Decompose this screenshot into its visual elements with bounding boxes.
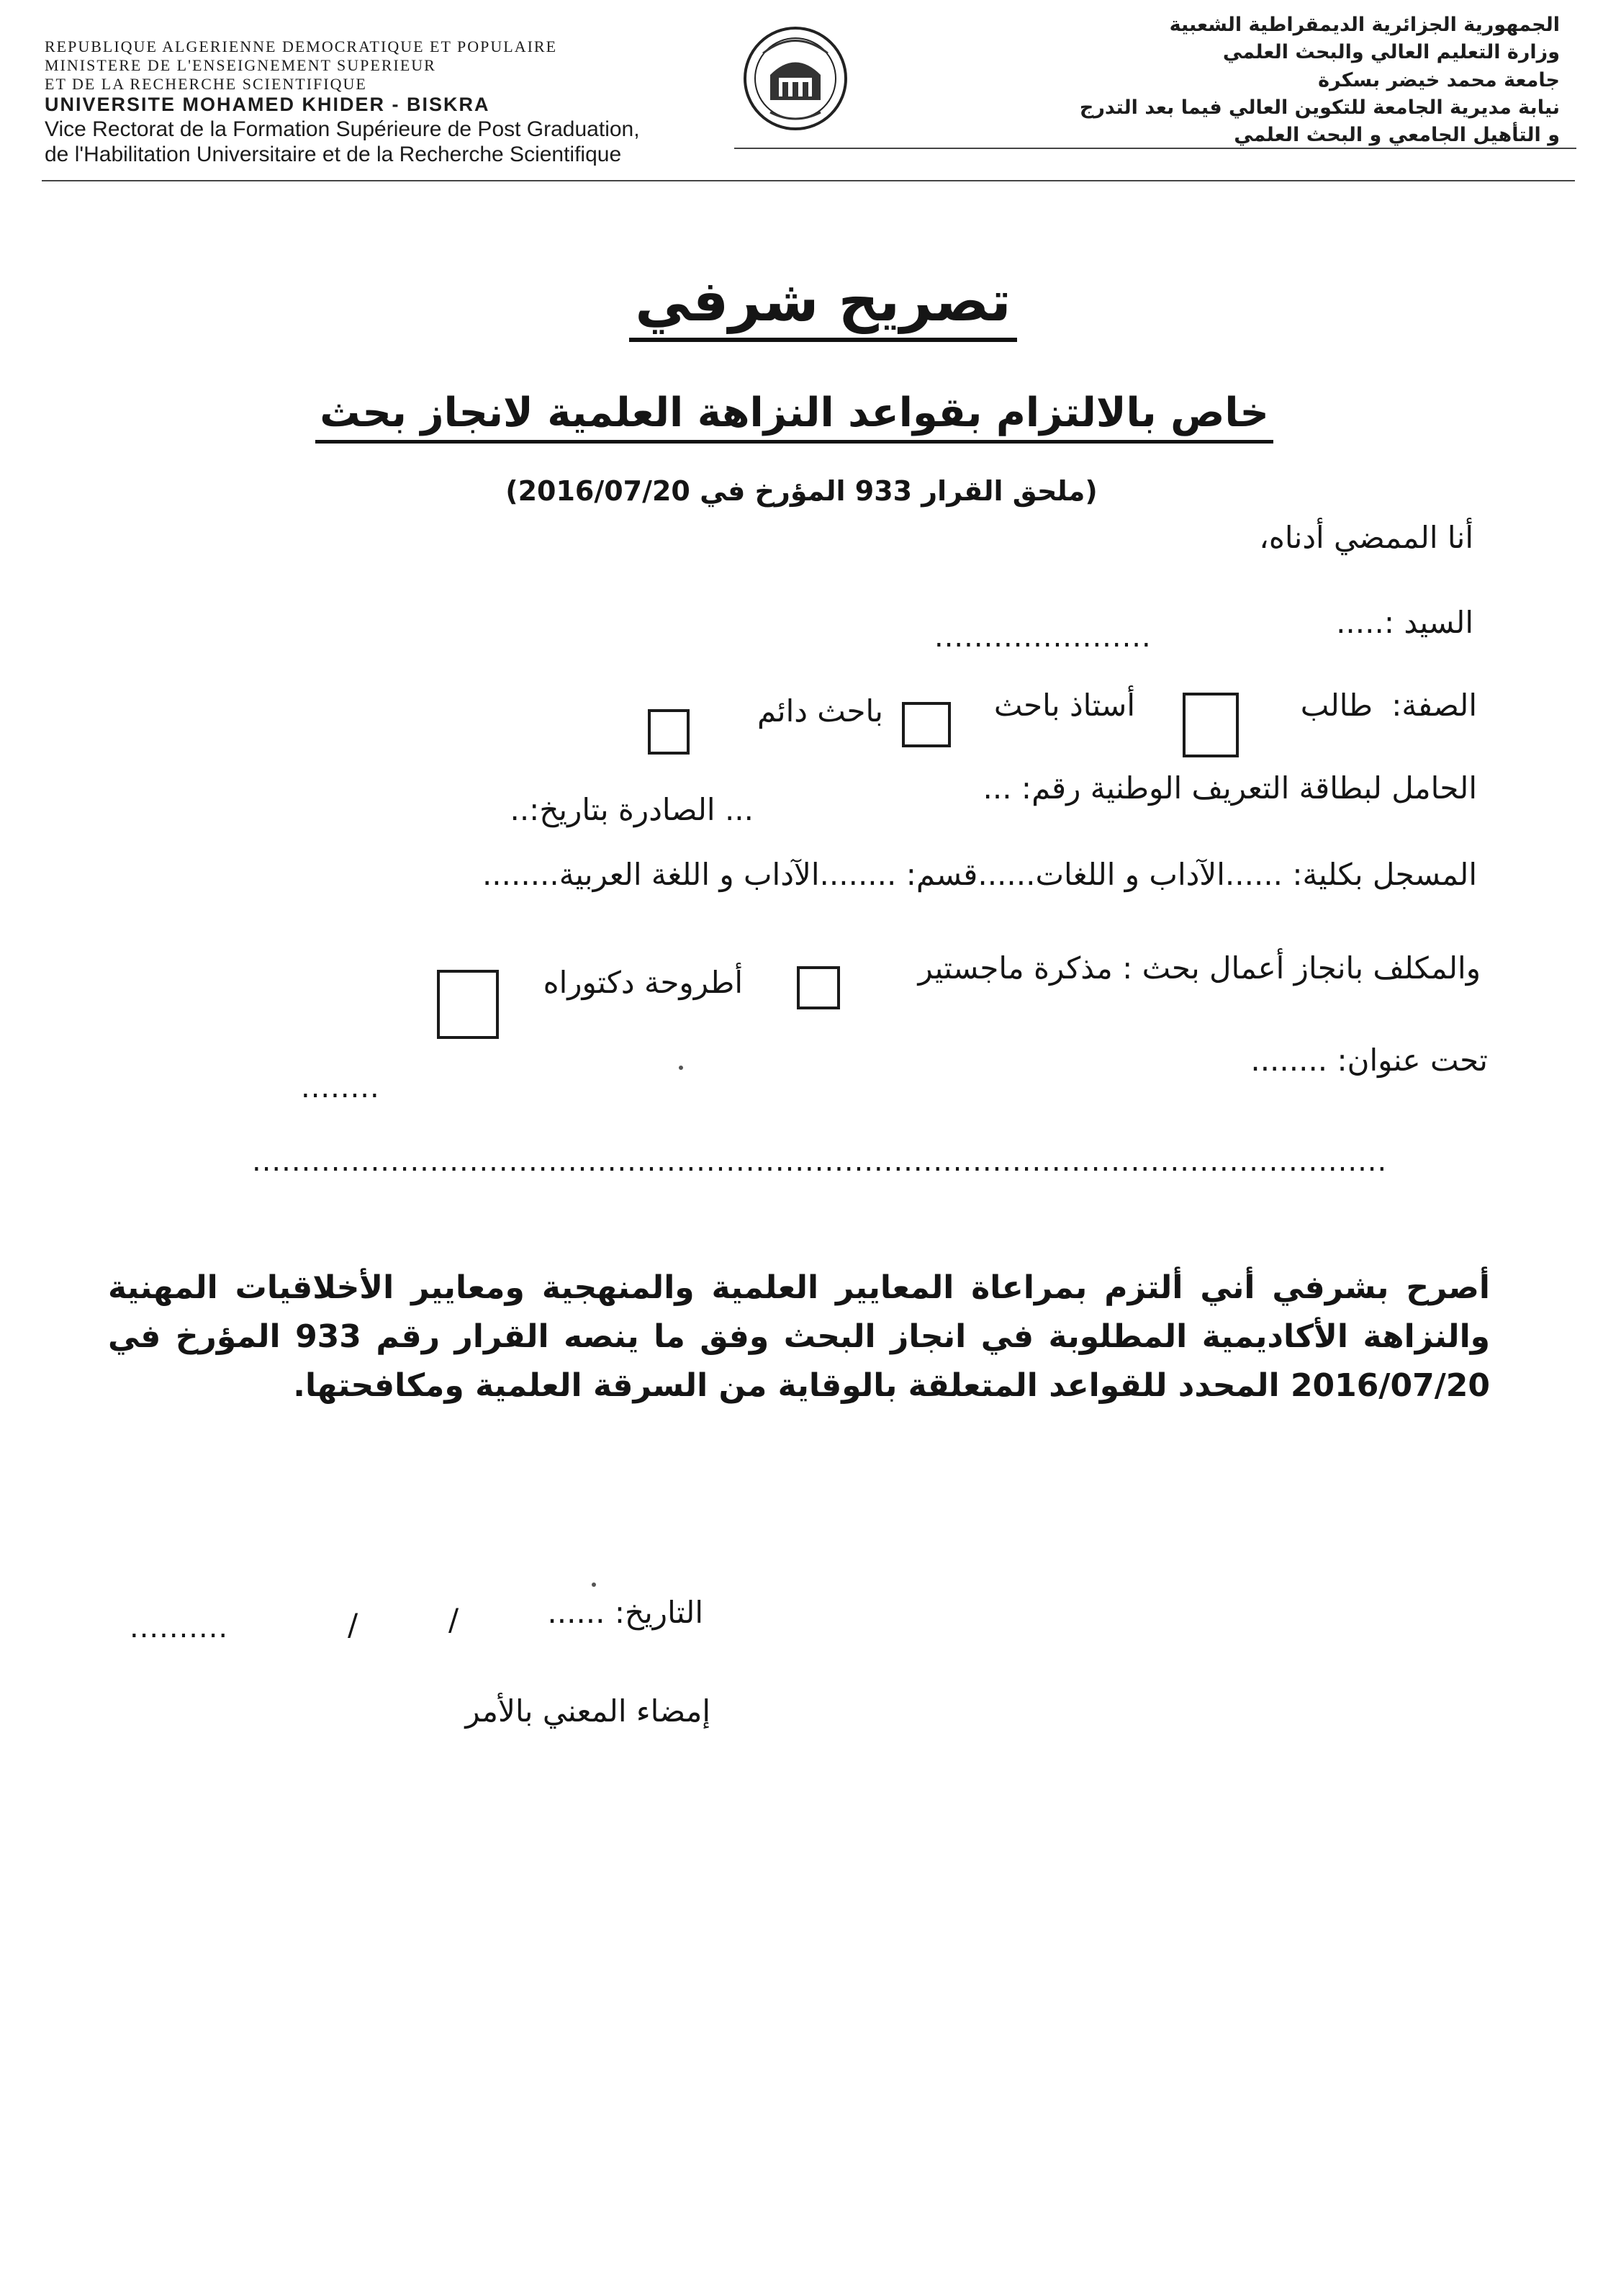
research-title-dots[interactable]: ........	[301, 1071, 380, 1104]
date-separator: /	[448, 1602, 459, 1637]
university-seal-icon	[741, 24, 849, 132]
decree-annex-reference: (ملحق القرار 933 المؤرخ في 2016/07/20)	[505, 475, 1098, 507]
arabic-header	[912, 12, 1560, 150]
arabic-header-line: جامعة محمد خيضر بسكرة	[1318, 68, 1560, 91]
header-divider	[42, 180, 1575, 181]
french-header-line: ET DE LA RECHERCHE SCIENTIFIQUE	[45, 74, 367, 93]
research-type-label: والمكلف بانجاز أعمال بحث : مذكرة ماجستير	[918, 950, 1481, 986]
vice-rectorat-line: de l'Habilitation Universitaire et de la Recherche Scientifique	[45, 143, 622, 167]
arabic-header-line: و التأهيل الجامعي و البحث العلمي	[1234, 124, 1560, 147]
capacity-researcher-checkbox[interactable]	[648, 709, 690, 755]
capacity-label: الصفة:	[1391, 688, 1477, 723]
issue-date-field: ... الصادرة بتاريخ:..	[510, 792, 754, 827]
research-title-dots-line[interactable]: ...................................................................................................................	[252, 1145, 1388, 1178]
arabic-header-line: وزارة التعليم العالي والبحث العلمي	[1222, 41, 1560, 64]
university-name: UNIVERSITE MOHAMED KHIDER - BISKRA	[45, 93, 490, 115]
french-header-line: MINISTERE DE L'ENSEIGNEMENT SUPERIEUR	[45, 55, 436, 74]
capacity-professor-checkbox[interactable]	[902, 702, 951, 747]
mister-field: السيد :.....	[1336, 605, 1473, 640]
master-thesis-checkbox[interactable]	[797, 966, 840, 1009]
scan-speck	[592, 1583, 596, 1587]
capacity-option-researcher-label: باحث دائم	[757, 693, 883, 729]
document-subtitle-text: خاص بالالتزام بقواعد النزاهة العلمية لانجاز بحث	[315, 389, 1273, 444]
french-header	[45, 37, 764, 168]
research-title-field: تحت عنوان: ........	[1250, 1043, 1488, 1078]
doctoral-thesis-checkbox[interactable]	[437, 970, 499, 1039]
date-separator: /	[348, 1607, 358, 1642]
doctoral-thesis-label: أطروحة دكتوراه	[543, 965, 743, 1000]
registration-field: المسجل بكلية: ......الآداب و اللغات......قسم: ........الآداب و اللغة العربية........	[482, 857, 1477, 892]
french-header-line: REPUBLIQUE ALGERIENNE DEMOCRATIQUE ET POPULAIRE	[45, 37, 558, 55]
national-id-field: الحامل لبطاقة التعريف الوطنية رقم: ...	[983, 770, 1477, 806]
mister-field-dots[interactable]: ......................	[934, 621, 1152, 654]
intro-line: أنا الممضي أدناه،	[1259, 520, 1473, 555]
arabic-header-line: نيابة مديرية الجامعة للتكوين العالي فيما بعد التدرج	[1079, 96, 1560, 119]
document-title	[0, 270, 1603, 342]
capacity-option-professor-label: أستاذ باحث	[993, 688, 1135, 723]
arabic-header-line: الجمهورية الجزائرية الديمقراطية الشعبية	[1169, 14, 1560, 36]
header-divider	[734, 148, 1576, 149]
honor-declaration-paragraph	[108, 1264, 1490, 1411]
vice-rectorat-line: Vice Rectorat de la Formation Supérieure de Post Graduation,	[45, 117, 640, 141]
scan-speck	[679, 1066, 683, 1070]
document-subtitle	[0, 389, 1603, 444]
signature-label: إمضاء المعني بالأمر	[465, 1693, 710, 1729]
date-year-dots[interactable]: ..........	[130, 1611, 229, 1644]
document-title-text: تصريح شرفي	[629, 270, 1017, 342]
capacity-student-checkbox[interactable]	[1183, 693, 1239, 757]
date-field: التاريخ: ......	[547, 1595, 703, 1630]
honor-declaration-text: أصرح بشرفي أني ألتزم بمراعاة المعايير العلمية والمنهجية ومعايير الأخلاقيات المهنية والنزاهة الأكاديمية المطلوبة في انجاز البحث وفق ما ينصه القرار رقم 933 المؤرخ في 2016/07/20 المحدد للقواعد المتعلقة بالوقاية من السرقة العلمية ومكافحتها.	[108, 1269, 1491, 1405]
capacity-option-student-label: طالب	[1300, 688, 1373, 723]
